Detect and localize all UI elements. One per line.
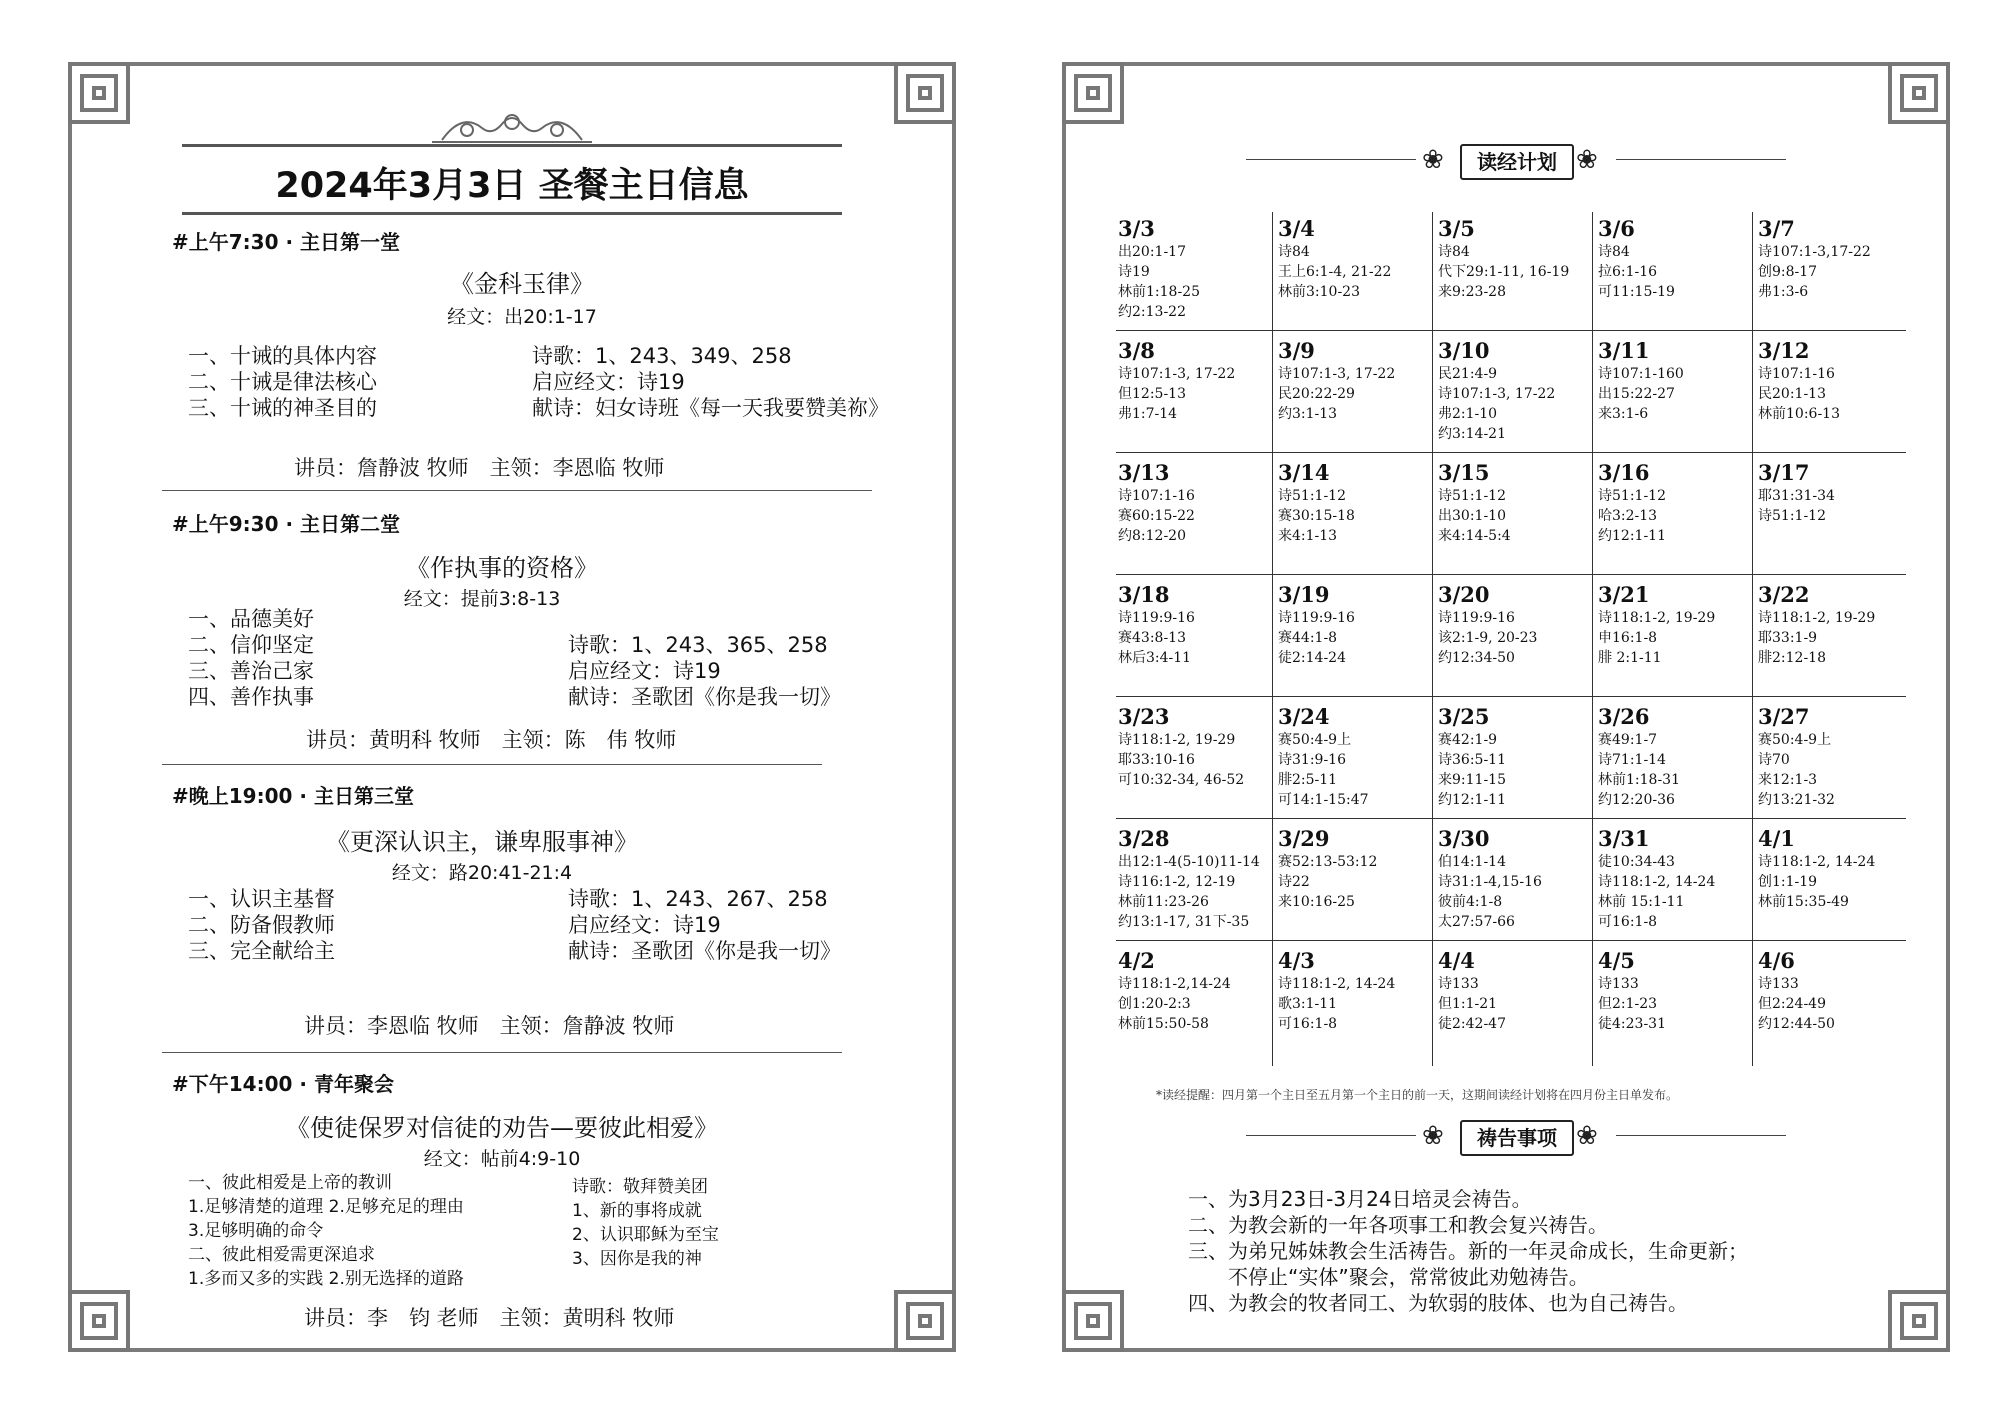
reading-passage: 赛30:15-18: [1278, 508, 1355, 524]
section-divider: [162, 764, 822, 765]
reading-passage: 赛50:4-9上: [1278, 732, 1352, 748]
reading-passage: 哈3:2-13: [1598, 508, 1658, 524]
reading-passage: 耶33:1-9: [1758, 630, 1818, 646]
reading-passage: 赛49:1-7: [1598, 732, 1658, 748]
service-2-heading: #上午9:30 · 主日第二堂: [172, 512, 401, 536]
corner-ornament-top-right: [1888, 62, 1950, 124]
reading-passage: 林前10:6-13: [1758, 406, 1840, 422]
reading-passage: 约12:1-11: [1598, 528, 1666, 544]
reading-passage: 可14:1-15:47: [1278, 792, 1369, 808]
bulletin-title: 2024年3月3日 圣餐主日信息: [275, 166, 749, 206]
reading-passage: 拉6:1-16: [1598, 264, 1658, 280]
reading-passage: 申16:1-8: [1598, 630, 1658, 646]
reading-passage: 诗107:1-3,17-22: [1758, 244, 1871, 260]
service-3-responsive: 启应经文：诗19: [568, 913, 721, 937]
cloud-scroll-ornament-icon: [432, 110, 592, 144]
reading-date: 3/10: [1438, 338, 1490, 363]
service-1-point: 三、十诫的神圣目的: [188, 396, 377, 420]
reading-date: 4/4: [1438, 948, 1475, 973]
reading-passage: 诗119:9-16: [1118, 610, 1195, 626]
section-divider: [162, 1052, 842, 1053]
reading-passage: 诗70: [1758, 752, 1790, 768]
grid-row-divider: [1116, 696, 1906, 697]
service-4-song: 诗歌：敬拜赞美团: [572, 1177, 708, 1197]
service-1-verse: 经文：出20:1-17: [447, 306, 597, 328]
reading-passage: 诗71:1-14: [1598, 752, 1666, 768]
service-2-credit: 讲员：黄明科 牧师 主领：陈 伟 牧师: [306, 728, 677, 752]
service-2-point: 二、信仰坚定: [188, 633, 314, 657]
reading-passage: 林后3:4-11: [1118, 650, 1192, 666]
service-3-point: 三、完全献给主: [188, 939, 335, 963]
reading-passage: 可11:15-19: [1598, 284, 1675, 300]
reading-date: 3/18: [1118, 582, 1170, 607]
service-4-point: 二、彼此相爱需更深追求: [188, 1245, 375, 1265]
reading-date: 4/2: [1118, 948, 1155, 973]
service-4-song: 3、因你是我的神: [572, 1249, 702, 1269]
reading-passage: 来9:23-28: [1438, 284, 1506, 300]
reading-passage: 诗51:1-12: [1438, 488, 1506, 504]
grid-row-divider: [1116, 330, 1906, 331]
service-1-hymns: 诗歌：1、243、349、258: [532, 344, 792, 368]
reading-passage: 赛50:4-9上: [1758, 732, 1832, 748]
prayer-item: 三、为弟兄姊妹教会生活祷告。新的一年灵命成长，生命更新；: [1188, 1239, 1748, 1263]
service-1-point: 一、十诫的具体内容: [188, 344, 377, 368]
reading-passage: 来3:1-6: [1598, 406, 1649, 422]
section-divider: [162, 490, 872, 491]
reading-passage: 约3:1-13: [1278, 406, 1338, 422]
reading-passage: 王上6:1-4, 21-22: [1278, 264, 1392, 280]
service-1-heading: #上午7:30 · 主日第一堂: [172, 230, 401, 254]
reading-date: 3/16: [1598, 460, 1650, 485]
reading-passage: 诗118:1-2, 19-29: [1598, 610, 1716, 626]
left-page: [68, 62, 956, 1352]
prayer-heading: [1246, 1116, 1786, 1156]
reading-date: 3/20: [1438, 582, 1490, 607]
reading-passage: 该2:1-9, 20-23: [1438, 630, 1538, 646]
reading-date: 3/22: [1758, 582, 1810, 607]
service-3-heading: #晚上19:00 · 主日第三堂: [172, 784, 414, 808]
grid-column-divider: [1272, 212, 1273, 1066]
reading-passage: 诗84: [1598, 244, 1630, 260]
scroll-right-icon: ❀: [1576, 145, 1598, 175]
reading-date: 3/28: [1118, 826, 1170, 851]
reading-passage: 可10:32-34, 46-52: [1118, 772, 1245, 788]
grid-column-divider: [1592, 212, 1593, 1066]
reading-passage: 来4:1-13: [1278, 528, 1338, 544]
reading-date: 3/9: [1278, 338, 1315, 363]
reading-passage: 诗107:1-3, 17-22: [1118, 366, 1236, 382]
reading-passage: 但12:5-13: [1118, 386, 1186, 402]
reading-date: 3/5: [1438, 216, 1475, 241]
reading-date: 3/6: [1598, 216, 1635, 241]
service-2-offering: 献诗：圣歌团《你是我一切》: [568, 685, 841, 709]
prayer-item: 四、为教会的牧者同工、为软弱的肢体、也为自己祷告。: [1188, 1291, 1688, 1315]
reading-passage: 林前15:35-49: [1758, 894, 1849, 910]
reading-passage: 民20:1-13: [1758, 386, 1826, 402]
service-4-point: 1.足够清楚的道理 2.足够充足的理由: [188, 1197, 464, 1217]
service-3-offering: 献诗：圣歌团《你是我一切》: [568, 939, 841, 963]
reading-date: 3/29: [1278, 826, 1330, 851]
reading-passage: 太27:57-66: [1438, 914, 1515, 930]
reading-plan-title: 读经计划: [1460, 144, 1574, 180]
reading-passage: 可16:1-8: [1278, 1016, 1338, 1032]
reading-passage: 诗31:1-4,15-16: [1438, 874, 1542, 890]
reading-date: 3/23: [1118, 704, 1170, 729]
reading-date: 3/21: [1598, 582, 1650, 607]
reading-date: 3/17: [1758, 460, 1810, 485]
reading-passage: 但2:1-23: [1598, 996, 1658, 1012]
service-2-verse: 经文：提前3:8-13: [403, 588, 561, 610]
service-3-hymns: 诗歌：1、243、267、258: [568, 887, 828, 911]
service-2-point: 一、品德美好: [188, 607, 314, 631]
reading-passage: 赛44:1-8: [1278, 630, 1338, 646]
reading-passage: 诗51:1-12: [1598, 488, 1666, 504]
service-1-point: 二、十诫是律法核心: [188, 370, 377, 394]
reading-date: 3/19: [1278, 582, 1330, 607]
reading-passage: 出30:1-10: [1438, 508, 1506, 524]
reading-passage: 诗118:1-2,14-24: [1118, 976, 1231, 992]
reading-passage: 创1:1-19: [1758, 874, 1818, 890]
reading-passage: 约13:1-17, 31下-35: [1118, 914, 1250, 930]
reading-date: 3/13: [1118, 460, 1170, 485]
reading-passage: 诗118:1-2, 14-24: [1278, 976, 1396, 992]
reading-passage: 出12:1-4(5-10)11-14: [1118, 854, 1260, 870]
service-4-credit: 讲员：李 钧 老师 主领：黄明科 牧师: [304, 1306, 675, 1330]
service-1-sermon-title: 《金科玉律》: [450, 270, 594, 298]
reading-passage: 诗107:1-3, 17-22: [1438, 386, 1556, 402]
reading-date: 3/24: [1278, 704, 1330, 729]
reading-passage: 来10:16-25: [1278, 894, 1355, 910]
scroll-left-icon: ❀: [1422, 145, 1444, 175]
reading-date: 3/27: [1758, 704, 1810, 729]
service-4-point: 1.多而又多的实践 2.别无选择的道路: [188, 1269, 464, 1289]
reading-passage: 诗119:9-16: [1438, 610, 1515, 626]
corner-ornament-bottom-right: [1888, 1290, 1950, 1352]
reading-passage: 诗84: [1278, 244, 1310, 260]
reading-passage: 赛52:13-53:12: [1278, 854, 1378, 870]
reading-passage: 约8:12-20: [1118, 528, 1186, 544]
reading-passage: 徒10:34-43: [1598, 854, 1675, 870]
reading-passage: 诗133: [1598, 976, 1639, 992]
prayer-item: 二、为教会新的一年各项事工和教会复兴祷告。: [1188, 1213, 1608, 1237]
service-3-point: 二、防备假教师: [188, 913, 335, 937]
reading-passage: 林前3:10-23: [1278, 284, 1360, 300]
reading-passage: 林前1:18-31: [1598, 772, 1680, 788]
reading-passage: 诗19: [1118, 264, 1150, 280]
service-1-responsive: 启应经文：诗19: [532, 370, 685, 394]
prayer-item: 不停止“实体”聚会，常常彼此劝勉祷告。: [1188, 1265, 1589, 1289]
reading-passage: 诗51:1-12: [1278, 488, 1346, 504]
reading-passage: 民20:22-29: [1278, 386, 1355, 402]
corner-ornament-top-left: [68, 62, 130, 124]
reading-passage: 创9:8-17: [1758, 264, 1818, 280]
reading-date: 4/6: [1758, 948, 1795, 973]
reading-passage: 诗118:1-2, 14-24: [1758, 854, 1876, 870]
reading-passage: 诗133: [1438, 976, 1479, 992]
scroll-right-icon: ❀: [1576, 1121, 1598, 1151]
service-1-credit: 讲员：詹静波 牧师 主领：李恩临 牧师: [294, 456, 665, 480]
reading-passage: 弗1:7-14: [1118, 406, 1178, 422]
reading-passage: 林前1:18-25: [1118, 284, 1200, 300]
reading-passage: 徒2:14-24: [1278, 650, 1346, 666]
service-4-point: 3.足够明确的命令: [188, 1221, 324, 1241]
reading-passage: 徒2:42-47: [1438, 1016, 1506, 1032]
reading-passage: 但1:1-21: [1438, 996, 1498, 1012]
reading-passage: 来12:1-3: [1758, 772, 1818, 788]
reading-passage: 诗119:9-16: [1278, 610, 1355, 626]
service-4-song: 2、认识耶稣为至宝: [572, 1225, 719, 1245]
prayer-title: 祷告事项: [1460, 1120, 1574, 1156]
reading-date: 3/4: [1278, 216, 1315, 241]
reading-passage: 约12:44-50: [1758, 1016, 1835, 1032]
reading-note: *读经提醒：四月第一个主日至五月第一个主日的前一天，这期间读经计划将在四月份主日单发布。: [1156, 1088, 1679, 1102]
grid-row-divider: [1116, 818, 1906, 819]
service-4-verse: 经文：帖前4:9-10: [423, 1148, 581, 1170]
service-2-point: 三、善治己家: [188, 659, 314, 683]
reading-passage: 诗118:1-2, 19-29: [1118, 732, 1236, 748]
reading-passage: 出15:22-27: [1598, 386, 1675, 402]
reading-date: 3/26: [1598, 704, 1650, 729]
service-3-verse: 经文：路20:41-21:4: [391, 862, 573, 884]
reading-passage: 诗36:5-11: [1438, 752, 1506, 768]
service-2-point: 四、善作执事: [188, 685, 314, 709]
grid-column-divider: [1432, 212, 1433, 1066]
reading-passage: 赛42:1-9: [1438, 732, 1498, 748]
reading-plan-heading: [1246, 140, 1786, 180]
reading-passage: 耶31:31-34: [1758, 488, 1835, 504]
reading-plan-grid: [1116, 212, 1876, 1062]
reading-passage: 民21:4-9: [1438, 366, 1498, 382]
reading-passage: 诗118:1-2, 19-29: [1758, 610, 1876, 626]
reading-passage: 诗118:1-2, 14-24: [1598, 874, 1716, 890]
reading-passage: 林前15:50-58: [1118, 1016, 1209, 1032]
reading-passage: 赛60:15-22: [1118, 508, 1195, 524]
reading-date: 3/8: [1118, 338, 1155, 363]
scroll-left-icon: ❀: [1422, 1121, 1444, 1151]
service-1-offering: 献诗：妇女诗班《每一天我要赞美祢》: [532, 396, 889, 420]
reading-passage: 来4:14-5:4: [1438, 528, 1511, 544]
grid-row-divider: [1116, 574, 1906, 575]
service-3-point: 一、认识主基督: [188, 887, 335, 911]
reading-passage: 诗107:1-16: [1118, 488, 1195, 504]
reading-date: 3/30: [1438, 826, 1490, 851]
corner-ornament-bottom-left: [68, 1290, 130, 1352]
reading-passage: 诗51:1-12: [1758, 508, 1826, 524]
service-4-point: 一、彼此相爱是上帝的教训: [188, 1173, 392, 1193]
bulletin-title-block: [182, 144, 842, 218]
reading-passage: 诗84: [1438, 244, 1470, 260]
reading-passage: 约12:20-36: [1598, 792, 1675, 808]
reading-passage: 腓 2:1-11: [1598, 650, 1662, 666]
prayer-item: 一、为3月23日-3月24日培灵会祷告。: [1188, 1187, 1532, 1211]
reading-passage: 约13:21-32: [1758, 792, 1835, 808]
reading-passage: 诗22: [1278, 874, 1310, 890]
reading-passage: 彼前4:1-8: [1438, 894, 1503, 910]
reading-date: 3/14: [1278, 460, 1330, 485]
right-page: [1062, 62, 1950, 1352]
reading-passage: 约12:34-50: [1438, 650, 1515, 666]
service-4-sermon-title: 《使徒保罗对信徒的劝告—要彼此相爱》: [286, 1114, 718, 1142]
reading-passage: 林前11:23-26: [1118, 894, 1209, 910]
reading-passage: 歌3:1-11: [1278, 996, 1338, 1012]
reading-date: 4/5: [1598, 948, 1635, 973]
reading-passage: 出20:1-17: [1118, 244, 1186, 260]
reading-passage: 林前 15:1-11: [1598, 894, 1685, 910]
reading-passage: 弗1:3-6: [1758, 284, 1809, 300]
reading-date: 3/3: [1118, 216, 1155, 241]
reading-date: 3/15: [1438, 460, 1490, 485]
reading-passage: 弗2:1-10: [1438, 406, 1498, 422]
reading-date: 4/1: [1758, 826, 1795, 851]
reading-date: 3/31: [1598, 826, 1650, 851]
reading-passage: 腓2:12-18: [1758, 650, 1826, 666]
service-3-credit: 讲员：李恩临 牧师 主领：詹静波 牧师: [304, 1014, 675, 1038]
service-2-hymns: 诗歌：1、243、365、258: [568, 633, 828, 657]
reading-passage: 腓2:5-11: [1278, 772, 1338, 788]
reading-date: 3/11: [1598, 338, 1650, 363]
reading-passage: 伯14:1-14: [1438, 854, 1506, 870]
reading-date: 3/12: [1758, 338, 1810, 363]
reading-passage: 创1:20-2:3: [1118, 996, 1191, 1012]
reading-passage: 诗107:1-16: [1758, 366, 1835, 382]
corner-ornament-top-right: [894, 62, 956, 124]
corner-ornament-top-left: [1062, 62, 1124, 124]
reading-passage: 诗107:1-160: [1598, 366, 1684, 382]
reading-passage: 约12:1-11: [1438, 792, 1506, 808]
reading-passage: 约3:14-21: [1438, 426, 1506, 442]
reading-passage: 耶33:10-16: [1118, 752, 1195, 768]
service-4-heading: #下午14:00 · 青年聚会: [172, 1072, 394, 1096]
reading-passage: 但2:24-49: [1758, 996, 1826, 1012]
grid-column-divider: [1752, 212, 1753, 1066]
reading-date: 4/3: [1278, 948, 1315, 973]
service-2-responsive: 启应经文：诗19: [568, 659, 721, 683]
corner-ornament-bottom-right: [894, 1290, 956, 1352]
reading-date: 3/7: [1758, 216, 1795, 241]
reading-passage: 徒4:23-31: [1598, 1016, 1666, 1032]
reading-date: 3/25: [1438, 704, 1490, 729]
reading-passage: 代下29:1-11, 16-19: [1438, 264, 1570, 280]
reading-passage: 诗31:9-16: [1278, 752, 1346, 768]
reading-passage: 可16:1-8: [1598, 914, 1658, 930]
reading-passage: 诗107:1-3, 17-22: [1278, 366, 1396, 382]
reading-passage: 诗116:1-2, 12-19: [1118, 874, 1236, 890]
reading-passage: 诗133: [1758, 976, 1799, 992]
service-4-song: 1、新的事将成就: [572, 1201, 702, 1221]
reading-passage: 赛43:8-13: [1118, 630, 1186, 646]
reading-passage: 约2:13-22: [1118, 304, 1186, 320]
service-3-sermon-title: 《更深认识主，谦卑服事神》: [326, 828, 638, 856]
grid-row-divider: [1116, 940, 1906, 941]
corner-ornament-bottom-left: [1062, 1290, 1124, 1352]
grid-row-divider: [1116, 452, 1906, 453]
reading-passage: 来9:11-15: [1438, 772, 1506, 788]
service-2-sermon-title: 《作执事的资格》: [406, 554, 598, 582]
